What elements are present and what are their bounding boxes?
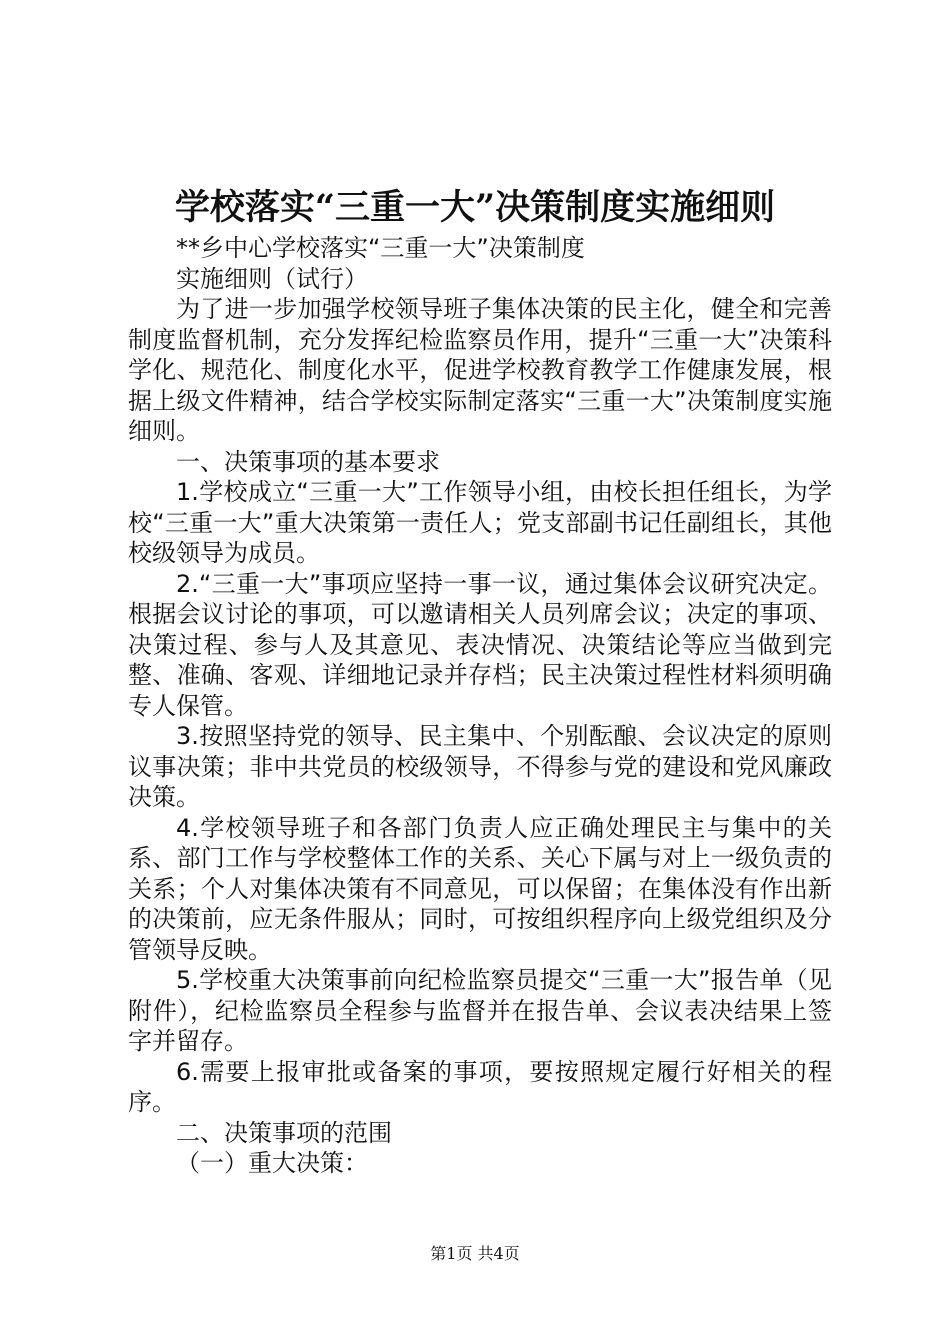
document-body xyxy=(128,233,832,1179)
subtitle-line-2: 实施细则（试行） xyxy=(176,264,368,293)
page-number: 第1页 共4页 xyxy=(430,1244,520,1263)
clause-2: 2.“三重一大”事项应坚持一事一议，通过集体会议研究决定。根据会议讨论的事项，可以邀请相关人员列席会议；决定的事项、决策过程、参与人及其意见、表决情况、决策结论等应当做到完整、准确、客观、详细地记录并存档；民主决策过程性材料须明确专人保管。 xyxy=(128,569,832,720)
clause-3: 3.按照坚持党的领导、民主集中、个别酝酿、会议决定的原则议事决策；非中共党员的校级领导，不得参与党的建设和党风廉政决策。 xyxy=(128,722,832,811)
clause-6: 6.需要上报审批或备案的事项，要按照规定履行好相关的程序。 xyxy=(128,1057,832,1116)
intro-paragraph: 为了进一步加强学校领导班子集体决策的民主化，健全和完善制度监督机制，充分发挥纪检监察员作用，提升“三重一大”决策科学化、规范化、制度化水平，促进学校教育教学工作健康发展，根据上级文件精神，结合学校实际制定落实“三重一大”决策制度实施细则。 xyxy=(128,295,832,445)
clause-4: 4.学校领导班子和各部门负责人应正确处理民主与集中的关系、部门工作与学校整体工作的关系、关心下属与对上一级负责的关系；个人对集体决策有不同意见，可以保留；在集体没有作出新的决策前，应无条件服从；同时，可按组织程序向上级党组织及分管领导反映。 xyxy=(128,813,832,964)
subtitle-line-1: **乡中心学校落实“三重一大”决策制度 xyxy=(176,234,585,262)
document-title: 学校落实“三重一大”决策制度实施细则 xyxy=(174,187,776,228)
section-heading-1: 一、决策事项的基本要求 xyxy=(176,447,440,476)
subsection-heading-1: （一）重大决策： xyxy=(176,1149,368,1177)
section-heading-2: 二、决策事项的范围 xyxy=(176,1118,392,1147)
clause-5: 5.学校重大决策事前向纪检监察员提交“三重一大”报告单（见附件），纪检监察员全程参与监督并在报告单、会议表决结果上签字并留存。 xyxy=(128,966,832,1055)
clause-1: 1.学校成立“三重一大”工作领导小组，由校长担任组长，为学校“三重一大”重大决策第一责任人；党支部副书记任副组长，其他校级领导为成员。 xyxy=(128,478,832,567)
